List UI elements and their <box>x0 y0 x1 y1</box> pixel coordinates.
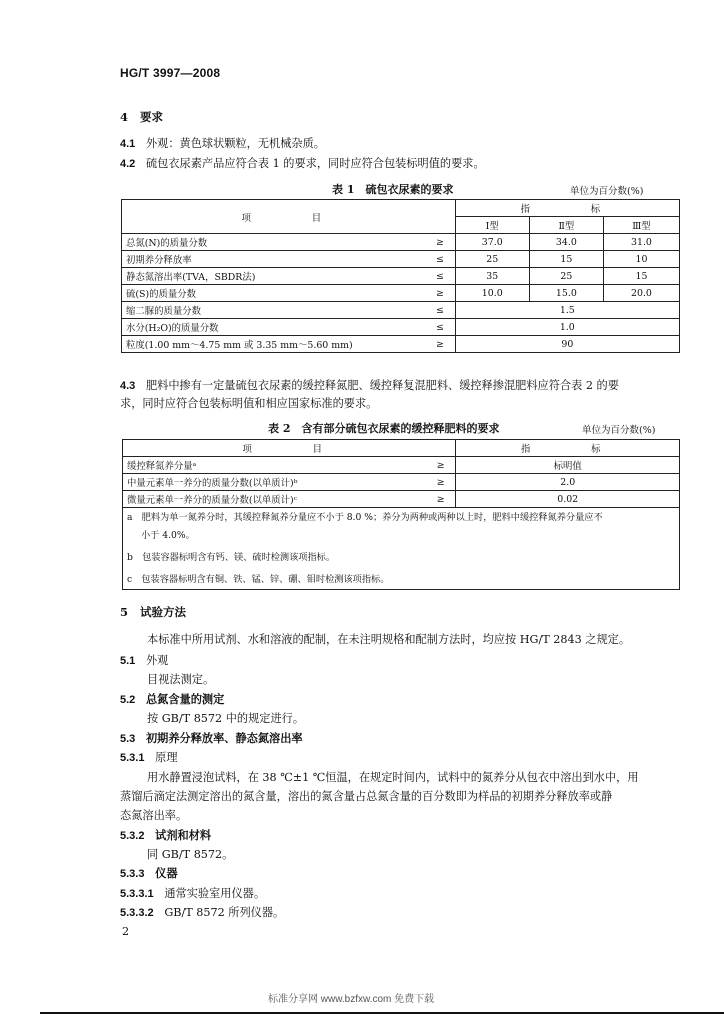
row-value-type-3: 10 <box>603 251 679 268</box>
standard-code: HG/T 3997—2008 <box>120 66 221 80</box>
section-5-3-3-2 <box>120 905 284 921</box>
row-name: 微量元素单一养分的质量分数(以单质计)ᶜ <box>123 491 426 508</box>
row-value-type-3: 20.0 <box>603 285 679 302</box>
table-1-unit: 单位为百分数(%) <box>570 186 644 197</box>
row-comparator: ≥ <box>425 285 455 302</box>
row-value-type-2: 34.0 <box>529 234 603 251</box>
row-comparator: ≥ <box>425 336 455 353</box>
section-5-3-1-line-2: 蒸馏后滴定法测定溶出的氮含量，溶出的氮含量占总氮含量的百分数即为样品的初期养分释放率或静 <box>120 790 613 803</box>
row-value-type-1: 10.0 <box>455 285 529 302</box>
section-5-3-1-title: 原理 <box>155 751 178 764</box>
table-2-head-item: 项 目 <box>123 440 456 457</box>
section-5-3-1-line-1: 用水静置浸泡试料，在 38 ℃±1 ℃恒温，在规定时间内，试料中的氮养分从包衣中溶出到水中，用 <box>147 771 639 784</box>
row-value-type-1: 37.0 <box>455 234 529 251</box>
section-5-1-heading <box>120 653 168 669</box>
table-row <box>122 319 680 336</box>
section-5-2-number: 5.2 <box>120 694 136 706</box>
item-4-1-text: 外观：黄色球状颗粒，无机械杂质。 <box>145 137 325 150</box>
section-5-3-title: 初期养分释放率、静态氮溶出率 <box>145 731 303 745</box>
row-name: 静态氮溶出率(TVA，SBDR法) <box>122 268 426 285</box>
item-4-3-line-1: 肥料中掺有一定量硫包衣尿素的缓控释氮肥、缓控释复混肥料、缓控释掺混肥料应符合表 2 的要 <box>145 379 619 392</box>
row-value: 1.5 <box>455 302 679 319</box>
section-5-3-2-title: 试剂和材料 <box>155 828 212 842</box>
section-5-3-1-heading <box>120 750 178 766</box>
table-2-header-row <box>123 440 680 457</box>
section-5-3-2-text: 同 GB/T 8572。 <box>147 848 234 861</box>
table-1-type-2: Ⅱ型 <box>529 217 603 234</box>
row-comparator: ≤ <box>425 268 455 285</box>
section-4-heading <box>120 109 163 125</box>
section-5-2-heading <box>120 692 224 708</box>
row-comparator: ≥ <box>426 474 456 491</box>
item-4-1 <box>120 136 325 152</box>
item-4-2 <box>120 156 485 172</box>
section-5-3-3-2-text: GB/T 8572 所列仪器。 <box>164 906 285 919</box>
table-row <box>123 457 680 474</box>
section-5-intro: 本标准中所用试剂、水和溶液的配制，在未注明规格和配制方法时，均应按 HG/T 2843 之规定。 <box>147 633 631 646</box>
section-5-1-text: 目视法测定。 <box>147 673 215 686</box>
row-value: 标明值 <box>456 457 680 474</box>
section-5-3-number: 5.3 <box>120 733 136 745</box>
row-value-type-2: 15 <box>529 251 603 268</box>
section-5-1-number: 5.1 <box>120 655 136 667</box>
section-5-3-1-line-3: 态氮溶出率。 <box>120 809 188 822</box>
item-4-1-number: 4.1 <box>120 138 136 150</box>
table-1-header-row <box>122 200 680 217</box>
section-5-number: 5 <box>120 605 129 619</box>
row-name: 初期养分释放率 <box>122 251 426 268</box>
note-a-line-2: 小于 4.0%。 <box>141 530 195 541</box>
section-5-3-2-number: 5.3.2 <box>120 830 145 842</box>
table-row <box>123 474 680 491</box>
item-4-3-line-2: 求，同时应符合包装标明值和相应国家标准的要求。 <box>120 397 378 410</box>
note-a-line-1: a 肥料为单一氮养分时，其缓控释氮养分量应不小于 8.0 %；养分为两种或两种以上时，肥料中缓控释氮养分量应不 <box>127 512 603 523</box>
section-5-3-3-heading <box>120 866 178 882</box>
table-row <box>122 336 680 353</box>
section-5-3-heading <box>120 731 303 747</box>
section-5-2-title: 总氮含量的测定 <box>145 692 225 706</box>
row-name: 缓控释氮养分量ᵃ <box>123 457 426 474</box>
section-5-heading <box>120 604 186 620</box>
row-comparator: ≥ <box>426 457 456 474</box>
table-2-head-index: 指 标 <box>456 440 680 457</box>
section-4-number: 4 <box>120 110 129 124</box>
section-5-3-3-title: 仪器 <box>155 866 178 880</box>
table-2-notes-row <box>123 508 680 590</box>
item-4-3 <box>120 378 619 394</box>
row-value: 1.0 <box>455 319 679 336</box>
row-comparator: ≤ <box>425 251 455 268</box>
section-4-title: 要求 <box>140 110 164 124</box>
item-4-2-text: 硫包衣尿素产品应符合表 1 的要求，同时应符合包装标明值的要求。 <box>145 157 485 170</box>
section-5-title: 试验方法 <box>140 605 187 619</box>
table-1-type-3: Ⅲ型 <box>603 217 679 234</box>
table-row <box>123 491 680 508</box>
row-name: 缩二脲的质量分数 <box>122 302 426 319</box>
table-row <box>122 234 680 251</box>
row-value-type-2: 25 <box>529 268 603 285</box>
section-5-1-title: 外观 <box>145 654 169 667</box>
row-value: 0.02 <box>456 491 680 508</box>
row-name: 粒度(1.00 mm～4.75 mm 或 3.35 mm～5.60 mm) <box>122 336 426 353</box>
row-value: 90 <box>455 336 679 353</box>
row-value: 2.0 <box>456 474 680 491</box>
section-5-3-3-1-number: 5.3.3.1 <box>120 888 154 900</box>
table-1-head-item: 项 目 <box>122 200 456 234</box>
section-5-2-text: 按 GB/T 8572 中的规定进行。 <box>147 712 305 725</box>
section-5-3-3-2-number: 5.3.3.2 <box>120 907 154 919</box>
row-name: 总氮(N)的质量分数 <box>122 234 426 251</box>
note-b: b 包装容器标明含有钙、镁、硫时检测该项指标。 <box>127 552 336 563</box>
section-5-3-3-1-text: 通常实验室用仪器。 <box>164 887 266 900</box>
row-comparator: ≥ <box>426 491 456 508</box>
table-row <box>122 251 680 268</box>
table-row <box>122 302 680 319</box>
section-5-3-3-number: 5.3.3 <box>120 868 145 880</box>
row-value-type-2: 15.0 <box>529 285 603 302</box>
footer-watermark: 标准分享网 www.bzfxw.com 免费下载 <box>268 994 435 1005</box>
page-number: 2 <box>122 925 130 938</box>
table-2-notes <box>123 508 680 590</box>
section-5-3-2-heading <box>120 828 211 844</box>
section-5-3-1-number: 5.3.1 <box>120 752 145 764</box>
item-4-2-number: 4.2 <box>120 158 136 170</box>
row-name: 水分(H₂O)的质量分数 <box>122 319 426 336</box>
table-1-type-1: Ⅰ型 <box>455 217 529 234</box>
table-2-unit: 单位为百分数(%) <box>582 425 656 436</box>
row-value-type-1: 25 <box>455 251 529 268</box>
table-1-head-index: 指 标 <box>455 200 679 217</box>
row-name: 中量元素单一养分的质量分数(以单质计)ᵇ <box>123 474 426 491</box>
section-5-3-3-1 <box>120 886 265 902</box>
note-c: c 包装容器标明含有铜、铁、锰、锌、硼、钼时检测该项指标。 <box>127 574 390 585</box>
table-2 <box>122 439 680 590</box>
row-name: 硫(S)的质量分数 <box>122 285 426 302</box>
row-comparator: ≥ <box>425 234 455 251</box>
table-row <box>122 285 680 302</box>
item-4-3-number: 4.3 <box>120 380 136 392</box>
row-comparator: ≤ <box>425 302 455 319</box>
table-1 <box>121 199 680 353</box>
row-value-type-1: 35 <box>455 268 529 285</box>
table-2-caption: 表 2 含有部分硫包衣尿素的缓控释肥料的要求 <box>268 422 500 435</box>
row-comparator: ≤ <box>425 319 455 336</box>
bottom-rule <box>40 1012 724 1014</box>
table-row <box>122 268 680 285</box>
table-1-caption: 表 1 硫包衣尿素的要求 <box>332 183 454 196</box>
row-value-type-3: 31.0 <box>603 234 679 251</box>
row-value-type-3: 15 <box>603 268 679 285</box>
